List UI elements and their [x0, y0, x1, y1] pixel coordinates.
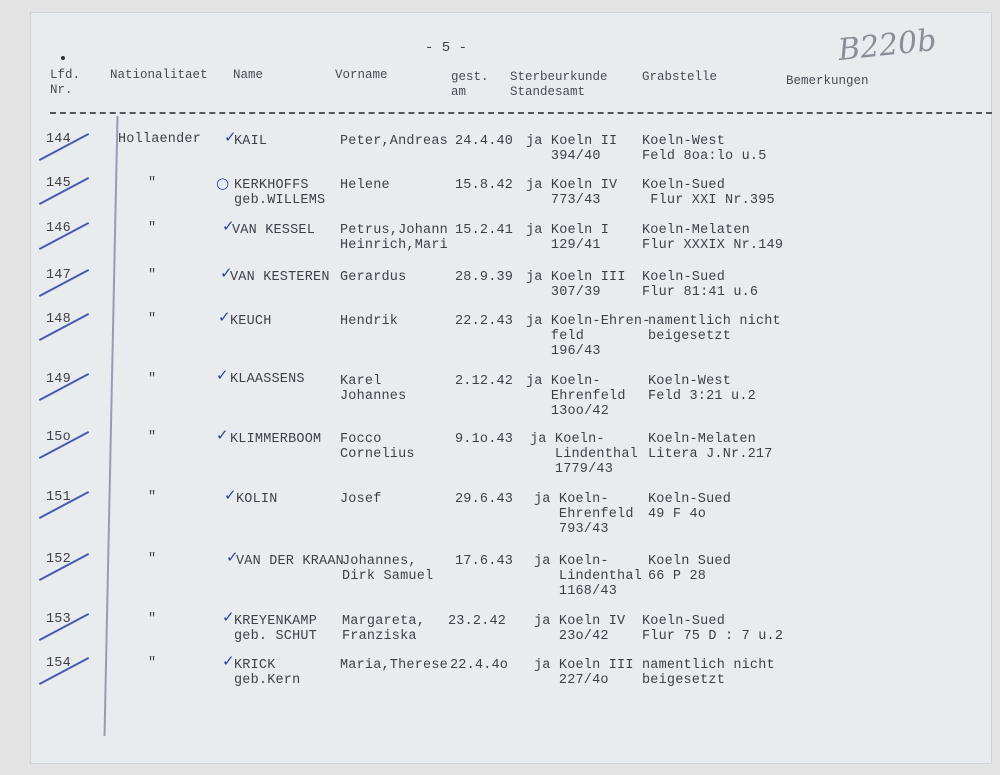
row-number: 147	[46, 268, 71, 283]
row-gest-date: 24.4.40	[455, 134, 514, 149]
row-number: 151	[46, 490, 71, 505]
row-name: KRICK geb.Kern	[234, 658, 301, 688]
row-gest-date: 15.8.42	[455, 178, 514, 193]
header-vorname: Vorname	[335, 68, 388, 82]
row-vorname: Margareta, Franziska	[342, 614, 426, 644]
row-nationality: "	[148, 430, 157, 445]
row-sterbeurkunde: ja Koeln III 227/4o	[534, 658, 634, 688]
check-icon: ✓	[222, 608, 235, 626]
row-number: 152	[46, 552, 71, 567]
row-sterbeurkunde: ja Koeln-Ehren- feld 196/43	[526, 314, 651, 359]
check-icon: ✓	[216, 426, 229, 444]
check-icon: ✓	[224, 486, 237, 504]
check-icon: ✓	[222, 652, 235, 670]
row-name: VAN KESTEREN	[230, 270, 330, 285]
header-sterbeurkunde: Sterbeurkunde Standesamt	[510, 70, 608, 99]
row-name: VAN KESSEL	[232, 223, 316, 238]
row-number: 154	[46, 656, 71, 671]
header-lfd-nr: Lfd. Nr.	[50, 68, 81, 97]
header-grabstelle: Grabstelle	[642, 70, 718, 84]
row-vorname: Johannes, Dirk Samuel	[342, 554, 434, 584]
header-bemerkungen: Bemerkungen	[786, 74, 869, 88]
row-nationality: "	[148, 656, 157, 671]
row-name: KLIMMERBOOM	[230, 432, 322, 447]
check-icon: ✓	[220, 264, 233, 282]
row-number: 144	[46, 132, 71, 147]
row-grabstelle: Koeln-Sued Flur XXI Nr.395	[642, 178, 775, 208]
row-vorname: Helene	[340, 178, 390, 193]
row-number: 153	[46, 612, 71, 627]
row-number: 149	[46, 372, 71, 387]
row-sterbeurkunde: ja Koeln I 129/41	[526, 223, 610, 253]
row-vorname: Hendrik	[340, 314, 399, 329]
check-icon: ✓	[222, 217, 235, 235]
row-sterbeurkunde: ja Koeln II 394/40	[526, 134, 618, 164]
row-vorname: Karel Johannes	[340, 374, 407, 404]
row-gest-date: 17.6.43	[455, 554, 514, 569]
row-nationality: "	[148, 176, 157, 191]
row-name: KEUCH	[230, 314, 272, 329]
row-grabstelle: Koeln-Sued Flur 75 D : 7 u.2	[642, 614, 784, 644]
row-gest-date: 22.4.4o	[450, 658, 509, 673]
circle-mark-icon: ○	[216, 174, 230, 192]
row-nationality: "	[148, 552, 157, 567]
row-nationality: "	[148, 490, 157, 505]
row-vorname: Maria,Therese	[340, 658, 448, 673]
row-vorname: Josef	[340, 492, 382, 507]
row-grabstelle: namentlich nicht beigesetzt	[642, 658, 775, 688]
row-number: 148	[46, 312, 71, 327]
row-grabstelle: Koeln-Melaten Litera J.Nr.217	[648, 432, 773, 462]
row-grabstelle: Koeln-Sued 49 F 4o	[648, 492, 732, 522]
row-number: 145	[46, 176, 71, 191]
row-grabstelle: Koeln-West Feld 3:21 u.2	[648, 374, 756, 404]
row-grabstelle: Koeln-West Feld 8oa:lo u.5	[642, 134, 767, 164]
row-sterbeurkunde: ja Koeln III 307/39	[526, 270, 626, 300]
row-sterbeurkunde: ja Koeln IV 23o/42	[534, 614, 626, 644]
check-icon: ✓	[224, 128, 237, 146]
row-grabstelle: Koeln-Sued Flur 81:41 u.6	[642, 270, 759, 300]
header-nationalitaet: Nationalitaet	[110, 68, 208, 82]
row-gest-date: 2.12.42	[455, 374, 514, 389]
row-gest-date: 28.9.39	[455, 270, 514, 285]
row-gest-date: 22.2.43	[455, 314, 514, 329]
page-number: - 5 -	[425, 40, 468, 56]
row-name: KREYENKAMP geb. SCHUT	[234, 614, 318, 644]
handwritten-mark: B220b	[836, 22, 939, 69]
ink-dot	[61, 56, 65, 60]
row-name: KLAASSENS	[230, 372, 305, 387]
row-grabstelle: namentlich nicht beigesetzt	[648, 314, 781, 344]
header-divider	[50, 112, 992, 114]
row-nationality: Hollaender	[118, 132, 202, 147]
margin-line	[104, 116, 119, 736]
row-grabstelle: Koeln-Melaten Flur XXXIX Nr.149	[642, 223, 784, 253]
document-page	[30, 12, 992, 764]
row-nationality: "	[148, 221, 157, 236]
row-name: KAIL	[234, 134, 268, 149]
row-name: KERKHOFFS geb.WILLEMS	[234, 178, 326, 208]
row-gest-date: 23.2.42	[448, 614, 507, 629]
row-gest-date: 29.6.43	[455, 492, 514, 507]
check-icon: ✓	[226, 548, 239, 566]
check-icon: ✓	[216, 366, 229, 384]
row-vorname: Focco Cornelius	[340, 432, 415, 462]
row-nationality: "	[148, 268, 157, 283]
row-nationality: "	[148, 312, 157, 327]
row-nationality: "	[148, 612, 157, 627]
row-name: VAN DER KRAAN	[236, 554, 344, 569]
check-icon: ✓	[218, 308, 231, 326]
row-sterbeurkunde: ja Koeln- Lindenthal 1779/43	[530, 432, 638, 477]
row-grabstelle: Koeln Sued 66 P 28	[648, 554, 732, 584]
row-sterbeurkunde: ja Koeln IV 773/43	[526, 178, 618, 208]
row-nationality: "	[148, 372, 157, 387]
row-sterbeurkunde: ja Koeln- Lindenthal 1168/43	[534, 554, 642, 599]
row-number: 15o	[46, 430, 71, 445]
row-vorname: Peter,Andreas	[340, 134, 448, 149]
row-sterbeurkunde: ja Koeln- Ehrenfeld 13oo/42	[526, 374, 626, 419]
header-gest-am: gest. am	[451, 70, 489, 99]
row-name: KOLIN	[236, 492, 278, 507]
row-vorname: Gerardus	[340, 270, 407, 285]
row-gest-date: 15.2.41	[455, 223, 514, 238]
row-number: 146	[46, 221, 71, 236]
row-sterbeurkunde: ja Koeln- Ehrenfeld 793/43	[534, 492, 634, 537]
header-name: Name	[233, 68, 264, 82]
row-vorname: Petrus,Johann Heinrich,Mari	[340, 223, 448, 253]
row-gest-date: 9.1o.43	[455, 432, 514, 447]
